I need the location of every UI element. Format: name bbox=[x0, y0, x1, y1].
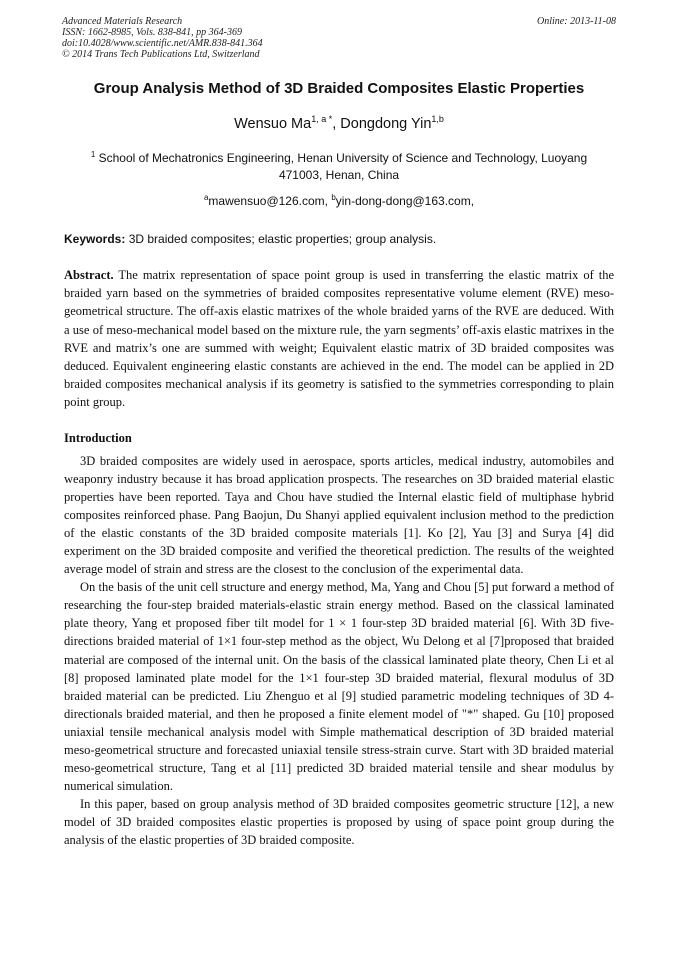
author-name: Dongdong Yin bbox=[340, 116, 432, 132]
running-head bbox=[62, 16, 616, 60]
section-heading-introduction: Introduction bbox=[64, 431, 132, 445]
affiliation-text: School of Mechatronics Engineering, Henan University of Science and Technology, Luoyang 471003, Henan, China bbox=[95, 151, 588, 182]
online-date: Online: 2013-11-08 bbox=[537, 16, 616, 27]
abstract-label: Abstract. bbox=[64, 268, 114, 282]
paper-title: Group Analysis Method of 3D Braided Composites Elastic Properties bbox=[93, 80, 585, 97]
keywords-label: Keywords: bbox=[64, 232, 126, 246]
issn-line: ISSN: 1662-8985, Vols. 838-841, pp 364-369 bbox=[62, 27, 242, 38]
author-line bbox=[40, 115, 638, 133]
email-line bbox=[40, 193, 638, 209]
body-paragraph: 3D braided composites are widely used in aerospace, sports articles, medical industry, automobiles and weaponry industry because it has broad application prospects. The researches on 3D braided material elastic properties have been reported. Taya and Chou have studied the Internal elastic field of multiphase hybrid composites reinforced phase. Pang Baojun, Du Shanyi applied equivalent inclusion method to the prediction of the elastic constants of the 3D braided composite materials [1]. Ko [2], Yau [3] and Surya [4] did experiment on the 3D braided composite and verified the theoretical prediction. The results of the weighted average model of strain and stress are the closest to the conclusion of the experimental data. bbox=[64, 454, 614, 577]
copyright-line: © 2014 Trans Tech Publications Ltd, Switzerland bbox=[62, 49, 260, 60]
keywords-text: 3D braided composites; elastic properties; group analysis. bbox=[125, 232, 437, 246]
email-address: yin-dong-dong@163.com, bbox=[335, 194, 475, 208]
body-paragraph: In this paper, based on group analysis method of 3D braided composites geometric structure [12], a new model of 3D braided composites elastic properties is proposed by using of space point group during the analysis of the elastic properties of 3D braided composite. bbox=[64, 796, 614, 847]
body-paragraph: On the basis of the unit cell structure and energy method, Ma, Yang and Chou [5] put forward a method of researching the four-step braided materials-elastic strain energy method. Based on the classical laminated plate theory, Yang et proposed fiber tilt model for 1 × 1 four-step 3D braided material [6]. With 3D five-directions braided material of 1×1 four-step method as the object, Wu Delong et al [7]proposed that braided material are composed of the internal unit. On the basis of the classical laminated plate theory, Chen Li et al [8] proposed laminated plate model for the 1×1 four-step 3D braided material, flexural modulus of 3D braided material can be predicted. Liu Zhenguo et al [9] studied parametric modeling techniques of 3D 4-directionals braided material, and then he proposed a finite element model of "*" shaped. Gu [10] proposed uniaxial tensile mechanical analysis model with Simple mathematical description of 3D braided material meso-geometrical structure and forecasted uniaxial tensile stress-strain curve. Start with 3D braided material meso-geometrical structure, Tang et al [11] predicted 3D braided material tensile and shear modulus by numerical simulation. bbox=[64, 580, 614, 793]
abstract-text: The matrix representation of space point group is used in transferring the elastic matrix of the braided yarn based on the symmetries of braided composites representative volume element (RVE) meso-geometrical structure. The off-axis elastic matrixes of the whole braided yarns of the RVE are deduced. With a use of meso-mechanical model based on the mixture rule, the yarn segments’ off-axis elastic matrixes in the RVE and matrix’s one are summed with weight; Equivalent elastic matrix of 3D braided composites was deduced. Equivalent engineering elastic constants are achieved in the end. The model can be applied in 2D braided composites mechanical analysis if its geometry is satisfied to the symmetries corresponding to plain point group. bbox=[64, 268, 614, 410]
abstract bbox=[64, 266, 614, 412]
journal-name: Advanced Materials Research bbox=[62, 16, 183, 27]
email-mark: b bbox=[331, 193, 336, 202]
affiliation-mark: 1 bbox=[90, 150, 96, 159]
author-affiliation-mark: 1,b bbox=[431, 114, 444, 125]
email-address: mawensuo@126.com, bbox=[208, 194, 332, 208]
author-separator: , bbox=[332, 116, 341, 132]
doi-line: doi:10.4028/www.scientific.net/AMR.838-841.364 bbox=[62, 38, 263, 49]
keywords bbox=[64, 232, 618, 247]
author-name: Wensuo Ma bbox=[234, 116, 312, 132]
introduction-body bbox=[64, 452, 614, 849]
affiliation bbox=[70, 150, 608, 184]
author-affiliation-mark: 1, a * bbox=[311, 114, 333, 125]
email-mark: a bbox=[203, 193, 209, 202]
